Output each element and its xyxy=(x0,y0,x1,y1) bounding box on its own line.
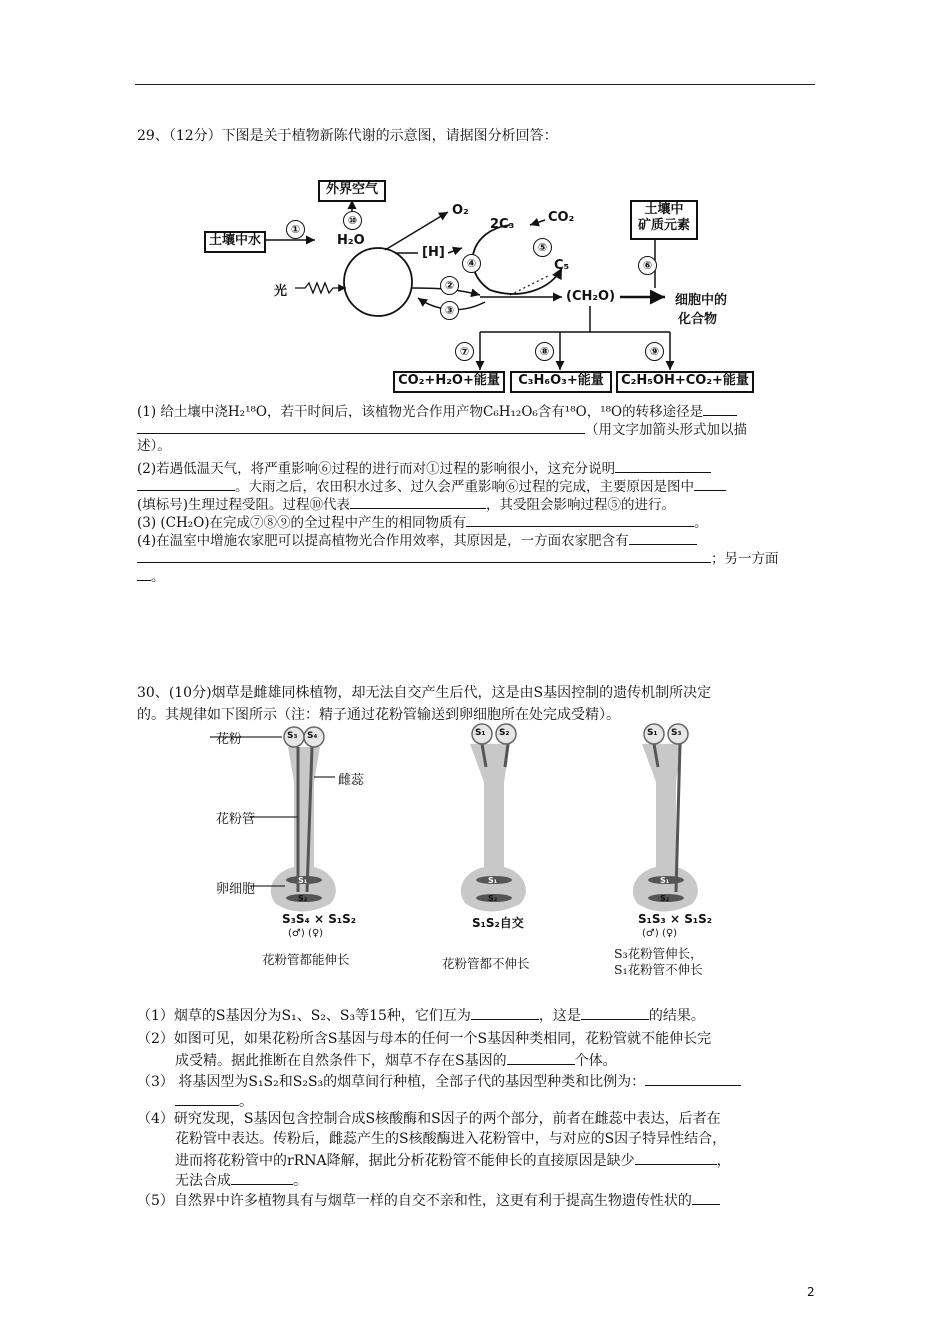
result1-label: 花粉管都能伸长 xyxy=(262,952,350,967)
q30-header-line1: 30、(10分)烟草是雌雄同株植物，却无法自交产生后代，这是由S基因控制的遗传机制所决定 xyxy=(137,685,712,701)
q29-part4-line3 xyxy=(137,566,165,586)
q30-answer-blank[interactable] xyxy=(692,1190,720,1205)
allele-s1-label: S₁ xyxy=(488,876,498,885)
q29-answer-blank[interactable] xyxy=(615,458,711,473)
compounds-line1: 细胞中的 xyxy=(675,293,728,308)
q29-header: 29、（12分）下图是关于植物新陈代谢的示意图，请据图分析回答： xyxy=(137,128,558,144)
h2o-label: H₂O xyxy=(337,233,365,248)
q30-part4-text: 进而将花粉管中的rRNA降解，据此分析花粉管不能伸长的直接原因是缺少 xyxy=(175,1153,635,1169)
q30-part3-end: 。 xyxy=(239,1094,253,1110)
q29-part1-line3: 述）。 xyxy=(137,438,171,454)
step-6-marker: ⑥ xyxy=(638,256,657,275)
allele-s2-label: S₂ xyxy=(488,894,498,903)
q29-answer-blank[interactable] xyxy=(137,419,585,434)
q30-answer-blank[interactable] xyxy=(507,1050,575,1065)
ch2o-label: (CH₂O) xyxy=(566,289,616,304)
compounds-line2: 化合物 xyxy=(678,312,718,327)
cross1-sex-label: (♂) (♀) xyxy=(288,928,324,939)
output-7-box: CO₂+H₂O+能量 xyxy=(393,371,505,393)
result2-label: 花粉管都不伸长 xyxy=(442,956,530,971)
q30-part4-line1: （4）研究发现，S基因包含控制合成S核酸酶和S因子的两个部分，前者在雌蕊中表达，后者在 xyxy=(137,1111,721,1127)
output-8-box: C₃H₆O₃+能量 xyxy=(510,371,612,393)
q29-answer-blank[interactable] xyxy=(137,548,711,563)
q29-part1-text: （用文字加箭头形式加以描 xyxy=(585,422,747,438)
q30-answer-blank[interactable] xyxy=(231,1170,293,1185)
q29-part4-end: 。 xyxy=(151,569,165,585)
page-number: 2 xyxy=(807,1285,815,1299)
q29-part2-text: ，其受阻会影响过程⑤的进行。 xyxy=(486,497,676,513)
q30-part1 xyxy=(137,1005,705,1025)
step-5-marker: ⑤ xyxy=(533,238,552,257)
q30-part2-line1: （2）如图可见，如果花粉所含S基因与母本的任何一个S基因种类相同，花粉管就不能伸长完 xyxy=(137,1031,712,1047)
soil-minerals-box xyxy=(630,200,698,240)
q29-part2-text: (2)若遇低温天气，将严重影响⑥过程的进行而对①过程的影响很小，这充分说明 xyxy=(137,461,616,477)
metabolism-diagram xyxy=(190,170,790,395)
allele-s3-label: S₃ xyxy=(671,728,682,738)
q30-part4-text: 。 xyxy=(293,1173,307,1189)
q29-part2-line2 xyxy=(137,476,726,496)
step-4-marker: ④ xyxy=(462,254,481,273)
h-label: [H] xyxy=(422,245,445,260)
q29-answer-blank[interactable] xyxy=(137,566,151,581)
q30-answer-blank[interactable] xyxy=(581,1005,649,1020)
q29-part3-end: 。 xyxy=(694,515,708,531)
step-10-marker: ⑩ xyxy=(343,211,362,230)
allele-s3-label: S₃ xyxy=(287,731,298,741)
cross3-label: S₁S₃ × S₁S₂ xyxy=(638,912,713,926)
pollen-label: 花粉 xyxy=(216,732,243,747)
step-9-marker: ⑨ xyxy=(645,342,664,361)
q29-part1-line1 xyxy=(137,401,737,421)
allele-s2-label: S₂ xyxy=(660,894,670,903)
allele-s4-label: S₄ xyxy=(307,731,318,741)
step-2-marker: ② xyxy=(440,276,459,295)
light-label: 光 xyxy=(274,284,288,299)
outside-air-box: 外界空气 xyxy=(318,180,386,202)
q29-answer-blank[interactable] xyxy=(703,401,737,416)
cross3-sex-label: (♂) (♀) xyxy=(642,928,678,939)
q30-part1-text: 的结果。 xyxy=(648,1008,705,1024)
q29-part3 xyxy=(137,512,708,532)
q29-answer-blank[interactable] xyxy=(466,512,694,527)
step-7-marker: ⑦ xyxy=(455,342,474,361)
result3-line2: S₁花粉管不伸长 xyxy=(614,962,703,977)
q30-part2-text: 成受精。据此推断在自然条件下，烟草不存在S基因的 xyxy=(175,1053,507,1069)
allele-s1-label: S₁ xyxy=(660,876,670,885)
step-3-marker: ③ xyxy=(440,301,459,320)
c5-label: C₅ xyxy=(554,258,570,273)
q30-part1-text: （1）烟草的S基因分为S₁、S₂、S₃等15种，它们互为 xyxy=(137,1008,471,1024)
q30-part4-text: ， xyxy=(716,1153,731,1169)
q30-part4-line3 xyxy=(175,1150,731,1170)
allele-s1-label: S₁ xyxy=(475,728,486,738)
q30-answer-blank[interactable] xyxy=(471,1005,539,1020)
q30-answer-blank[interactable] xyxy=(645,1071,741,1086)
soil-minerals-line2: 矿质元素 xyxy=(637,218,690,233)
q30-part2-line2 xyxy=(175,1050,617,1070)
allele-s1-label: S₁ xyxy=(298,876,308,885)
q30-answer-blank[interactable] xyxy=(175,1091,239,1106)
output-9-box: C₂H₅OH+CO₂+能量 xyxy=(616,371,754,393)
q30-part1-text: ，这是 xyxy=(538,1008,581,1024)
egg-cell-label: 卵细胞 xyxy=(216,882,256,897)
q30-part3-text: （3） 将基因型为S₁S₂和S₂S₃的烟草间行种植，全部子代的基因型种类和比例为： xyxy=(137,1074,646,1090)
soil-minerals-line1: 土壤中 xyxy=(644,202,684,217)
pollen-tube-label: 花粉管 xyxy=(216,812,256,827)
q29-part2-text: (填标号)生理过程受阻。过程⑩代表 xyxy=(137,497,351,513)
q30-part5-text: （5）自然界中许多植物具有与烟草一样的自交不亲和性，这更有利于提高生物遗传性状的 xyxy=(137,1193,692,1209)
allele-s2-label: S₂ xyxy=(499,728,510,738)
q29-part4-line2 xyxy=(137,548,779,568)
2c3-label: 2C₃ xyxy=(490,217,515,232)
q29-answer-blank[interactable] xyxy=(137,476,235,491)
step-1-marker: ① xyxy=(286,220,305,239)
q29-part2-line3 xyxy=(137,494,675,514)
q30-answer-blank[interactable] xyxy=(635,1150,717,1165)
q29-part3-text: (3) (CH₂O)在完成⑦⑧⑨的全过程中产生的相同物质有 xyxy=(137,515,467,531)
step-8-marker: ⑧ xyxy=(535,342,554,361)
q29-part4-text: ；另一方面 xyxy=(711,551,779,567)
allele-s1-label: S₁ xyxy=(647,728,658,738)
q29-part2-line1 xyxy=(137,458,711,478)
q30-part5 xyxy=(137,1190,720,1210)
q30-part2-text: 个体。 xyxy=(574,1053,617,1069)
o2-label: O₂ xyxy=(452,203,469,218)
cross2-label: S₁S₂自交 xyxy=(472,916,524,930)
pistil-label: 雌蕊 xyxy=(338,773,365,788)
pollen-tube-figure xyxy=(210,722,750,977)
q30-part4-line4 xyxy=(175,1170,307,1190)
q30-header-line2: 的。其规律如下图所示（注：精子通过花粉管输送到卵细胞所在处完成受精）。 xyxy=(137,707,620,723)
q29-answer-blank[interactable] xyxy=(629,530,697,545)
q30-part3-line2 xyxy=(175,1091,253,1111)
q30-part4-line2: 花粉管中表达。传粉后，雌蕊产生的S核酸酶进入花粉管中，与对应的S因子特异性结合， xyxy=(175,1131,727,1147)
q29-answer-blank[interactable] xyxy=(350,494,486,509)
header-rule xyxy=(135,84,815,85)
q30-part3-line1 xyxy=(137,1071,741,1091)
q30-part4-text: 无法合成 xyxy=(175,1173,231,1189)
q29-answer-blank[interactable] xyxy=(694,476,726,491)
soil-water-box: 土壤中水 xyxy=(204,231,266,253)
q29-part1-text: (1) 给土壤中浇H₂¹⁸O，若干时间后，该植物光合作用产物C₆H₁₂O₆含有¹⁸O，¹⁸O的转移途径是 xyxy=(137,404,704,420)
result3-line1: S₃花粉管伸长， xyxy=(614,946,703,961)
q29-part4-line1 xyxy=(137,530,697,550)
allele-s2-label: S₂ xyxy=(298,894,308,903)
cross1-label: S₃S₄ × S₁S₂ xyxy=(282,912,357,926)
q29-part1-line2 xyxy=(137,419,747,439)
co2-label: CO₂ xyxy=(548,210,575,225)
q29-part4-text: (4)在温室中增施农家肥可以提高植物光合作用效率，其原因是，一方面农家肥含有 xyxy=(137,533,629,549)
q29-part2-text: 。大雨之后，农田积水过多、过久会严重影响⑥过程的完成，主要原因是图中 xyxy=(235,479,694,495)
